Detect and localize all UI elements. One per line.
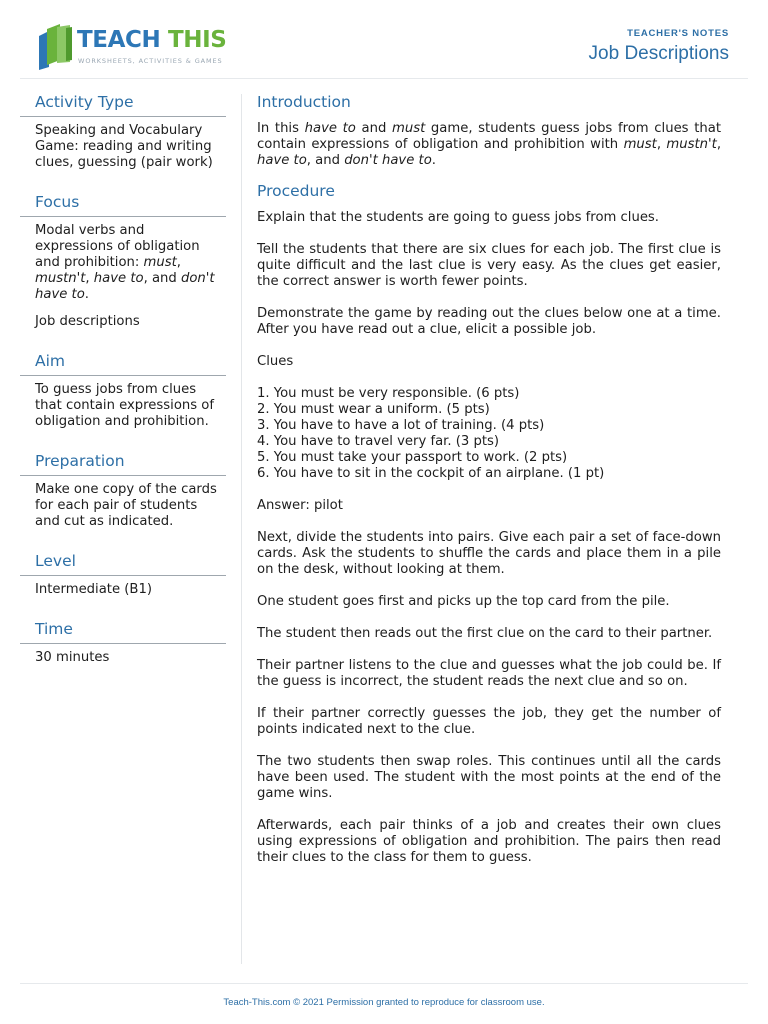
procedure-heading: Procedure: [257, 182, 335, 200]
page-title: Job Descriptions: [588, 43, 729, 64]
footer-divider: [20, 983, 748, 984]
procedure-paragraph-1: Explain that the students are going to guess jobs from clues.: [257, 210, 659, 225]
level-text: Intermediate (B1): [35, 582, 153, 597]
focus-end: .: [84, 287, 89, 302]
teachers-notes-label: TEACHER'S NOTES: [627, 28, 729, 39]
aim-text: To guess jobs from clues that contain expressions of obligation and prohibition.: [35, 382, 215, 429]
clues-list: [257, 386, 721, 482]
activity-type-text: Speaking and Vocabulary Game: reading and writing clues, guessing (pair work): [35, 123, 213, 170]
intro-segment: game, students guess jobs from clues that contain expressions of obligation and prohibition with: [257, 121, 721, 152]
clue-item: 2. You must wear a uniform. (5 pts): [257, 402, 490, 417]
focus-second-text: Job descriptions: [35, 314, 140, 329]
procedure-paragraph-10: Afterwards, each pair thinks of a job and creates their own clues using expressions of obligation and prohibition. The pairs then read their clues to the class for them to guess.: [257, 818, 721, 865]
aim-heading: Aim: [20, 352, 226, 376]
focus-sep: , and: [143, 271, 181, 286]
header-divider: [20, 78, 748, 79]
column-divider: [241, 94, 242, 964]
time-text: 30 minutes: [35, 650, 110, 665]
intro-segment: and: [355, 121, 392, 136]
answer-text: Answer: pilot: [257, 498, 343, 513]
intro-segment: In this: [257, 121, 305, 136]
introduction-text: [257, 121, 721, 169]
brand-name: [77, 27, 226, 53]
footer-copyright: Teach-This.com © 2021 Permission granted to reproduce for classroom use.: [223, 997, 545, 1008]
preparation-text: Make one copy of the cards for each pair of students and cut as indicated.: [35, 482, 217, 529]
procedure-paragraph-9: The two students then swap roles. This continues until all the cards have been used. The student with the most points at the end of the game wins.: [257, 754, 721, 801]
level-heading: Level: [20, 552, 226, 576]
intro-emphasis: have to: [257, 153, 307, 168]
intro-segment: , and: [306, 153, 345, 168]
procedure-paragraph-7: Their partner listens to the clue and guesses what the job could be. If the guess is incorrect, the student reads the next clue and so on.: [257, 658, 721, 689]
intro-emphasis: must: [392, 121, 426, 136]
aim-section: [20, 352, 226, 430]
time-heading: Time: [20, 620, 226, 644]
intro-emphasis: don't have to: [344, 153, 432, 168]
focus-sep: ,: [85, 271, 94, 286]
focus-section: [20, 193, 226, 330]
procedure-paragraph-5: One student goes first and picks up the top card from the pile.: [257, 594, 670, 609]
clues-label: Clues: [257, 354, 294, 369]
focus-word-have-to: have to: [93, 271, 144, 286]
introduction-heading: Introduction: [257, 93, 351, 111]
procedure-paragraph-2: Tell the students that there are six clues for each job. The first clue is quite difficult and the last clue is very easy. As the clues get easier, the correct answer is worth fewer points.: [257, 242, 721, 289]
procedure-paragraph-6: The student then reads out the first clue on the card to their partner.: [257, 626, 713, 641]
activity-type-heading: Activity Type: [20, 93, 226, 117]
page-header: [0, 0, 768, 80]
clue-item: 6. You have to sit in the cockpit of an airplane. (1 pt): [257, 466, 605, 481]
clue-item: 5. You must take your passport to work. (2 pts): [257, 450, 568, 465]
intro-emphasis: must: [623, 137, 657, 152]
brand-this: THIS: [167, 27, 227, 53]
procedure-paragraph-8: If their partner correctly guesses the job, they get the number of points indicated next to the clue.: [257, 706, 721, 737]
intro-segment: ,: [656, 137, 667, 152]
brand-tagline: WORKSHEETS, ACTIVITIES & GAMES: [78, 57, 223, 65]
intro-segment: .: [431, 153, 436, 168]
focus-word-mustnt: mustn't: [35, 271, 86, 286]
intro-emphasis: mustn't: [666, 137, 717, 152]
activity-type-section: [20, 93, 226, 171]
procedure-paragraph-3: Demonstrate the game by reading out the clues below one at a time. After you have read out a clue, elicit a possible job.: [257, 306, 721, 337]
main-content: [257, 93, 721, 882]
clue-item: 3. You have to have a lot of training. (4 pts): [257, 418, 545, 433]
focus-text: [35, 223, 226, 303]
intro-segment: ,: [716, 137, 722, 152]
focus-heading: Focus: [20, 193, 226, 217]
preparation-heading: Preparation: [20, 452, 226, 476]
time-section: [20, 620, 226, 666]
clue-item: 4. You have to travel very far. (3 pts): [257, 434, 500, 449]
focus-text-start: Modal verbs and expressions of obligation and prohibition:: [35, 223, 200, 270]
focus-word-dont-have-to: don't have to: [35, 271, 215, 302]
procedure-paragraph-4: Next, divide the students into pairs. Give each pair a set of face-down cards. Ask the students to shuffle the cards and place them in a pile on the desk, without looking at them.: [257, 530, 721, 577]
level-section: [20, 552, 226, 598]
focus-sep: ,: [176, 255, 181, 270]
brand-teach: TEACH: [77, 27, 161, 53]
sidebar: [20, 93, 226, 688]
intro-emphasis: have to: [304, 121, 356, 136]
clue-item: 1. You must be very responsible. (6 pts): [257, 386, 520, 401]
preparation-section: [20, 452, 226, 530]
focus-word-must: must: [143, 255, 177, 270]
